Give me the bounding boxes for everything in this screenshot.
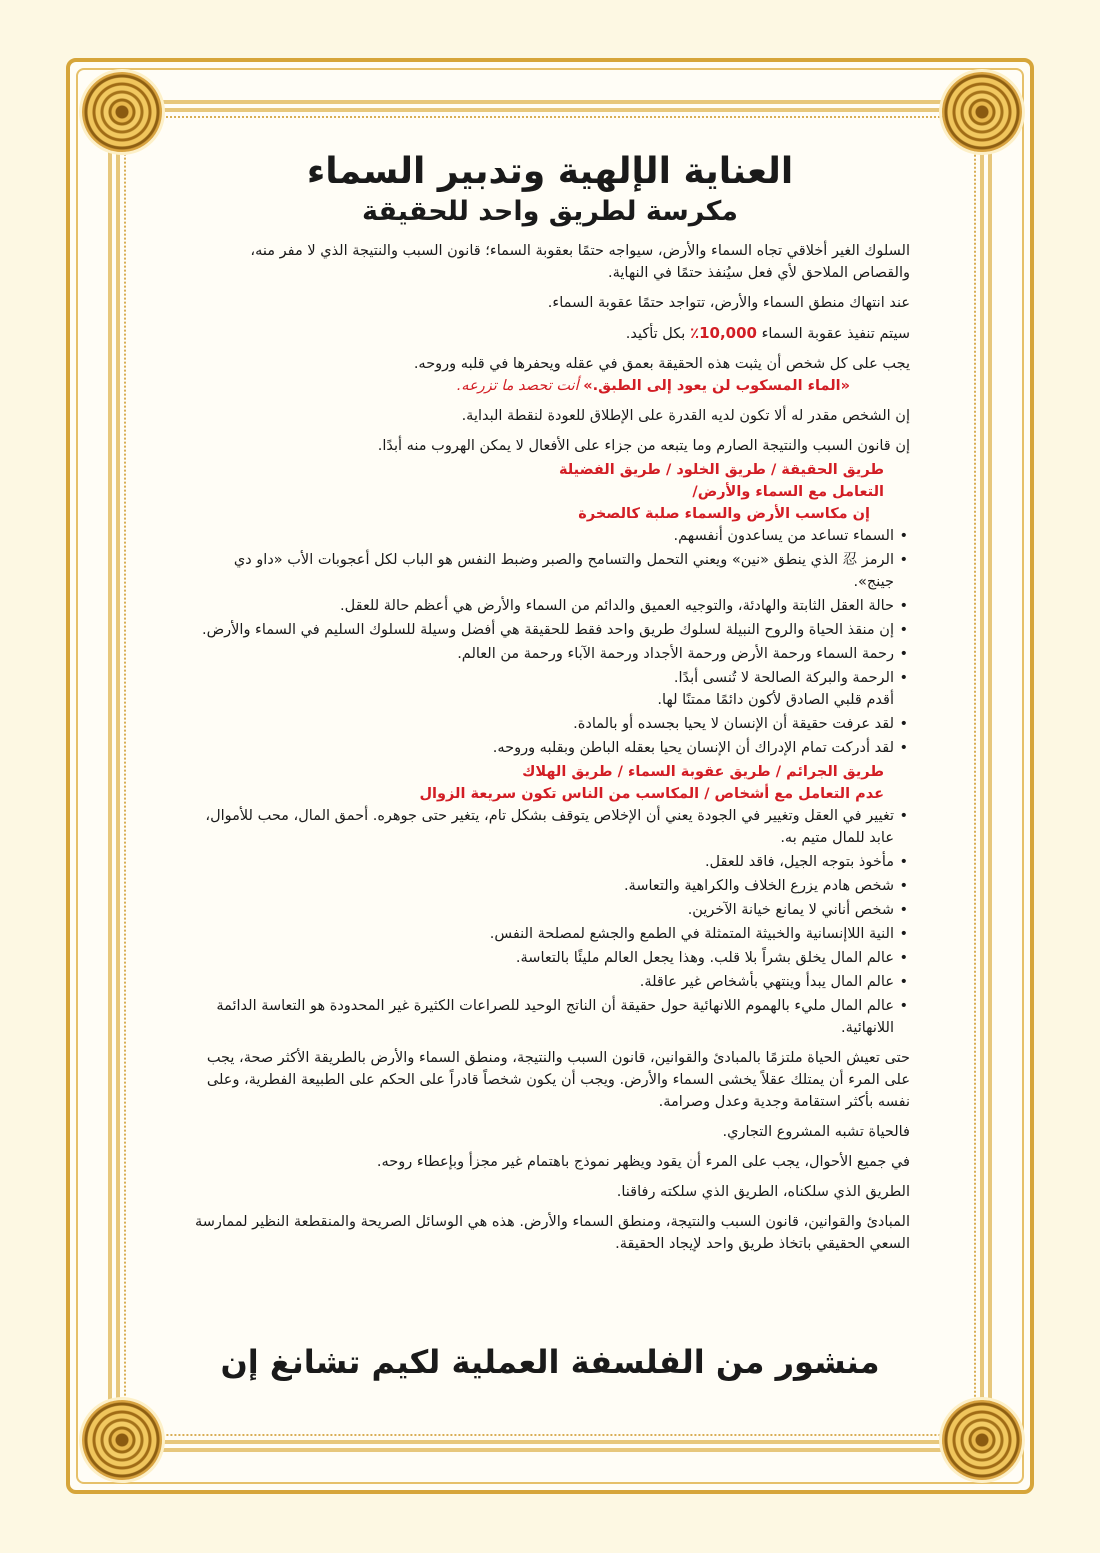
closing-paragraph: حتى تعيش الحياة ملتزمًا بالمبادئ والقوانين، قانون السبب والنتيجة، ومنطق السماء والأرض بالطريقة الأكثر صحة، يجب على المرء أن يمتلك عقلاً يخشى السماء والأرض. ويجب أن يكون شخصاً قادراً على الحكم على الطبيعة الفطرية، وعلى نفسه بأكثر استقامة وجدية وعدل وصرامة. xyxy=(206,1050,910,1110)
virtue-heading: طريق الحقيقة / طريق الخلود / طريق الفضيلة xyxy=(558,462,884,478)
vice-heading: طريق الجرائم / طريق عقوبة السماء / طريق الهلاك xyxy=(522,764,884,780)
page-title: العناية الإلهية وتدبير السماء xyxy=(306,151,794,192)
list-item: • عالم المال مليء بالهموم اللانهائية حول حقيقة أن الناتج الوحيد للصراعات الكثيرة غير المحدودة هو التعاسة الدائمة اللانهائية. xyxy=(190,995,894,1039)
list-item: • السماء تساعد من يساعدون أنفسهم. xyxy=(190,525,894,547)
intro-paragraph: إن قانون السبب والنتيجة الصارم وما يتبعه من جزاء على الأفعال لا يمكن الهروب منه أبدًا. xyxy=(377,438,910,454)
intro-paragraph: إن الشخص مقدر له ألا تكون لديه القدرة على الإطلاق للعودة لنقطة البداية. xyxy=(461,408,910,424)
proverb-saying: أنت تحصد ما تزرعه. xyxy=(456,378,579,394)
virtue-heading: إن مكاسب الأرض والسماء صلبة كالصخرة xyxy=(578,506,870,522)
proverb-quote: «الماء المسكوب لن يعود إلى الطبق.» xyxy=(583,378,850,394)
highlight-number: 10,000٪ xyxy=(689,324,757,342)
intro-paragraph: عند انتهاك منطق السماء والأرض، تتواجد حتمًا عقوبة السماء. xyxy=(547,295,910,311)
proverb-line xyxy=(190,375,910,397)
list-item: • لقد أدركت تمام الإدراك أن الإنسان يحيا بعقله الباطن وبقلبه وروحه. xyxy=(190,737,894,759)
closing-paragraph: فالحياة تشبه المشروع التجاري. xyxy=(722,1124,910,1140)
corner-medallion-icon xyxy=(82,72,162,152)
corner-medallion-icon xyxy=(942,1400,1022,1480)
intro-text: بكل تأكيد. xyxy=(625,326,686,342)
intro-paragraph xyxy=(190,322,910,345)
closing-paragraph: الطريق الذي سلكناه، الطريق الذي سلكته رفاقنا. xyxy=(616,1184,910,1200)
list-item-line: أقدم قلبي الصادق لأكون دائمًا ممتنًا لها. xyxy=(657,692,894,708)
list-item: • حالة العقل الثابتة والهادئة، والتوجيه العميق والدائم من السماء والأرض هي أعظم حالة للعقل. xyxy=(190,595,894,617)
closing-paragraph: المبادئ والقوانين، قانون السبب والنتيجة، ومنطق السماء والأرض. هذه هي الوسائل الصريحة والمنقطعة النظير لممارسة السعي الحقيقي باتخاذ طريق واحد لإيجاد الحقيقة. xyxy=(195,1214,910,1252)
footer-attribution: منشور من الفلسفة العملية لكيم تشانغ إن xyxy=(220,1343,880,1381)
list-item: • مأخوذ بتوجه الجيل، فاقد للعقل. xyxy=(190,851,894,873)
list-item: • عالم المال يخلق بشراً بلا قلب. وهذا يجعل العالم مليئًا بالتعاسة. xyxy=(190,947,894,969)
intro-text: سيتم تنفيذ عقوبة السماء xyxy=(761,326,910,342)
list-item: • الرمز 忍 الذي ينطق «نين» ويعني التحمل والتسامح والصبر وضبط النفس هو الباب لكل أعجوبات الأب «داو دي جينج». xyxy=(190,549,894,593)
corner-medallion-icon xyxy=(82,1400,162,1480)
list-item: • تغيير في العقل وتغيير في الجودة يعني أن الإخلاص يتوقف بشكل تام، يتغير حتى جوهره. أحمق المال، محب للأموال، عابد للمال متيم به. xyxy=(190,805,894,849)
closing-paragraph: في جميع الأحوال، يجب على المرء أن يقود ويظهر نموذج باهتمام غير مجزأ وبإعطاء روحه. xyxy=(376,1154,910,1170)
page-subtitle: مكرسة لطريق واحد للحقيقة xyxy=(361,196,739,227)
list-item: • النية اللاإنسانية والخبيثة المتمثلة في الطمع والجشع لمصلحة النفس. xyxy=(190,923,894,945)
vice-list xyxy=(190,805,910,1039)
list-item: • شخص هادم يزرع الخلاف والكراهية والتعاسة. xyxy=(190,875,894,897)
list-item: • لقد عرفت حقيقة أن الإنسان لا يحيا بجسده أو بالمادة. xyxy=(190,713,894,735)
virtue-list xyxy=(190,525,910,759)
document-body xyxy=(190,150,910,1263)
list-item: • إن منقذ الحياة والروح النبيلة لسلوك طريق واحد فقط للحقيقة هي أفضل وسيلة للسلوك السليم في السماء والأرض. xyxy=(190,619,894,641)
list-item xyxy=(190,667,894,711)
list-item: • شخص أناني لا يمانع خيانة الآخرين. xyxy=(190,899,894,921)
vice-heading: عدم التعامل مع أشخاص / المكاسب من الناس تكون سريعة الزوال xyxy=(419,786,884,802)
virtue-heading: التعامل مع السماء والأرض/ xyxy=(692,484,884,500)
list-item-line: • الرحمة والبركة الصالحة لا تُنسى أبدًا. xyxy=(673,670,894,686)
list-item: • عالم المال يبدأ وينتهي بأشخاص غير عاقلة. xyxy=(190,971,894,993)
intro-paragraph: السلوك الغير أخلاقي تجاه السماء والأرض، سيواجه حتمًا بعقوبة السماء؛ قانون السبب والنتيجة الذي لا مفر منه، والقصاص الملاحق لأي فعل سيُنفذ حتمًا في النهاية. xyxy=(250,243,910,281)
intro-paragraph: يجب على كل شخص أن يثبت هذه الحقيقة بعمق في عقله ويحفرها في قلبه وروحه. xyxy=(413,356,910,372)
corner-medallion-icon xyxy=(942,72,1022,152)
list-item: • رحمة السماء ورحمة الأرض ورحمة الأجداد ورحمة الآباء ورحمة من العالم. xyxy=(190,643,894,665)
